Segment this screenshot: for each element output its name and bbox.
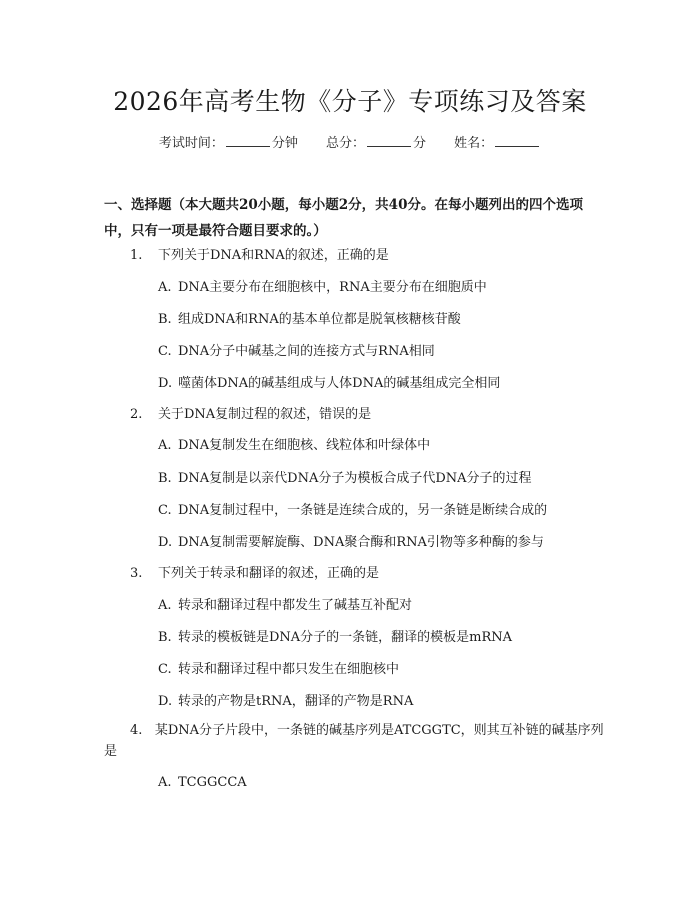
option-text: 噬菌体DNA的碱基组成与人体DNA的碱基组成完全相同 — [178, 376, 501, 391]
question-number: 2. — [130, 407, 143, 422]
option-text: DNA复制是以亲代DNA分子为模板合成子代DNA分子的过程 — [178, 471, 532, 486]
question-3-option-c — [158, 658, 399, 677]
question-2-option-d — [158, 531, 544, 550]
option-text: 转录和翻译过程中都只发生在细胞核中 — [178, 662, 400, 677]
total-score-blank — [367, 134, 411, 147]
exam-time-label: 考试时间： — [158, 136, 224, 151]
section-heading: 一、选择题（本大题共20小题，每小题2分，共40分。在每小题列出的四个选项中，只有一项是最符合题目要求的。） — [104, 197, 583, 239]
exam-time-blank — [226, 134, 270, 147]
exam-info-line — [0, 132, 700, 151]
option-letter: B. — [158, 630, 172, 645]
name-field — [454, 132, 541, 151]
question-number: 3. — [130, 566, 143, 581]
exam-time-field — [159, 132, 298, 151]
option-letter: B. — [158, 312, 172, 327]
option-letter: A. — [158, 438, 172, 453]
exam-time-unit: 分钟 — [271, 136, 298, 151]
total-score-label: 总分： — [325, 136, 365, 151]
question-number: 4. — [130, 723, 143, 738]
question-text: 关于DNA复制过程的叙述，错误的是 — [158, 407, 372, 422]
option-text: DNA主要分布在细胞核中，RNA主要分布在细胞质中 — [178, 280, 487, 295]
question-3-option-b — [158, 626, 512, 645]
option-text: 转录和翻译过程中都发生了碱基互补配对 — [178, 598, 413, 613]
option-letter: A. — [158, 280, 172, 295]
question-2-option-b — [158, 467, 532, 486]
name-blank — [495, 134, 539, 147]
question-text: 下列关于DNA和RNA的叙述，正确的是 — [158, 248, 389, 263]
option-letter: C. — [158, 662, 172, 677]
question-1-option-c — [158, 340, 435, 359]
option-text: DNA复制发生在细胞核、线粒体和叶绿体中 — [178, 438, 431, 453]
question-1-option-a — [158, 276, 487, 295]
option-text: 转录的产物是tRNA，翻译的产物是RNA — [178, 694, 414, 709]
page-title: 2026年高考生物《分子》专项练习及答案 — [113, 87, 587, 116]
total-score-unit: 分 — [413, 136, 427, 151]
question-4 — [104, 720, 614, 762]
option-letter: A. — [158, 598, 172, 613]
option-letter: A. — [158, 775, 172, 790]
question-text: 下列关于转录和翻译的叙述，正确的是 — [158, 566, 380, 581]
option-text: DNA复制过程中，一条链是连续合成的，另一条链是断续合成的 — [178, 503, 548, 518]
option-text: TCGGCCA — [178, 775, 247, 790]
option-letter: B. — [158, 471, 172, 486]
question-number: 1. — [130, 248, 143, 263]
option-letter: C. — [158, 344, 172, 359]
question-2-option-c — [158, 499, 547, 518]
option-letter: D. — [158, 694, 173, 709]
question-2-option-a — [158, 434, 430, 453]
question-3-option-d — [158, 690, 413, 709]
question-1-option-d — [158, 372, 500, 391]
question-1 — [130, 244, 389, 263]
option-letter: D. — [158, 535, 173, 550]
question-1-option-b — [158, 308, 461, 327]
option-text: DNA分子中碱基之间的连接方式与RNA相同 — [178, 344, 435, 359]
question-4-option-a — [158, 775, 247, 790]
option-text: 组成DNA和RNA的基本单位都是脱氧核糖核苷酸 — [178, 312, 461, 327]
option-letter: C. — [158, 503, 172, 518]
question-text: 某DNA分子片段中，一条链的碱基序列是ATCGGTC，则其互补链的碱基序列是 — [104, 723, 604, 759]
name-label: 姓名： — [454, 136, 494, 151]
question-3 — [130, 562, 379, 581]
option-letter: D. — [158, 376, 173, 391]
option-text: DNA复制需要解旋酶、DNA聚合酶和RNA引物等多种酶的参与 — [178, 535, 544, 550]
question-3-option-a — [158, 594, 412, 613]
total-score-field — [326, 132, 426, 151]
question-2 — [130, 403, 371, 422]
option-text: 转录的模板链是DNA分子的一条链，翻译的模板是mRNA — [178, 630, 513, 645]
